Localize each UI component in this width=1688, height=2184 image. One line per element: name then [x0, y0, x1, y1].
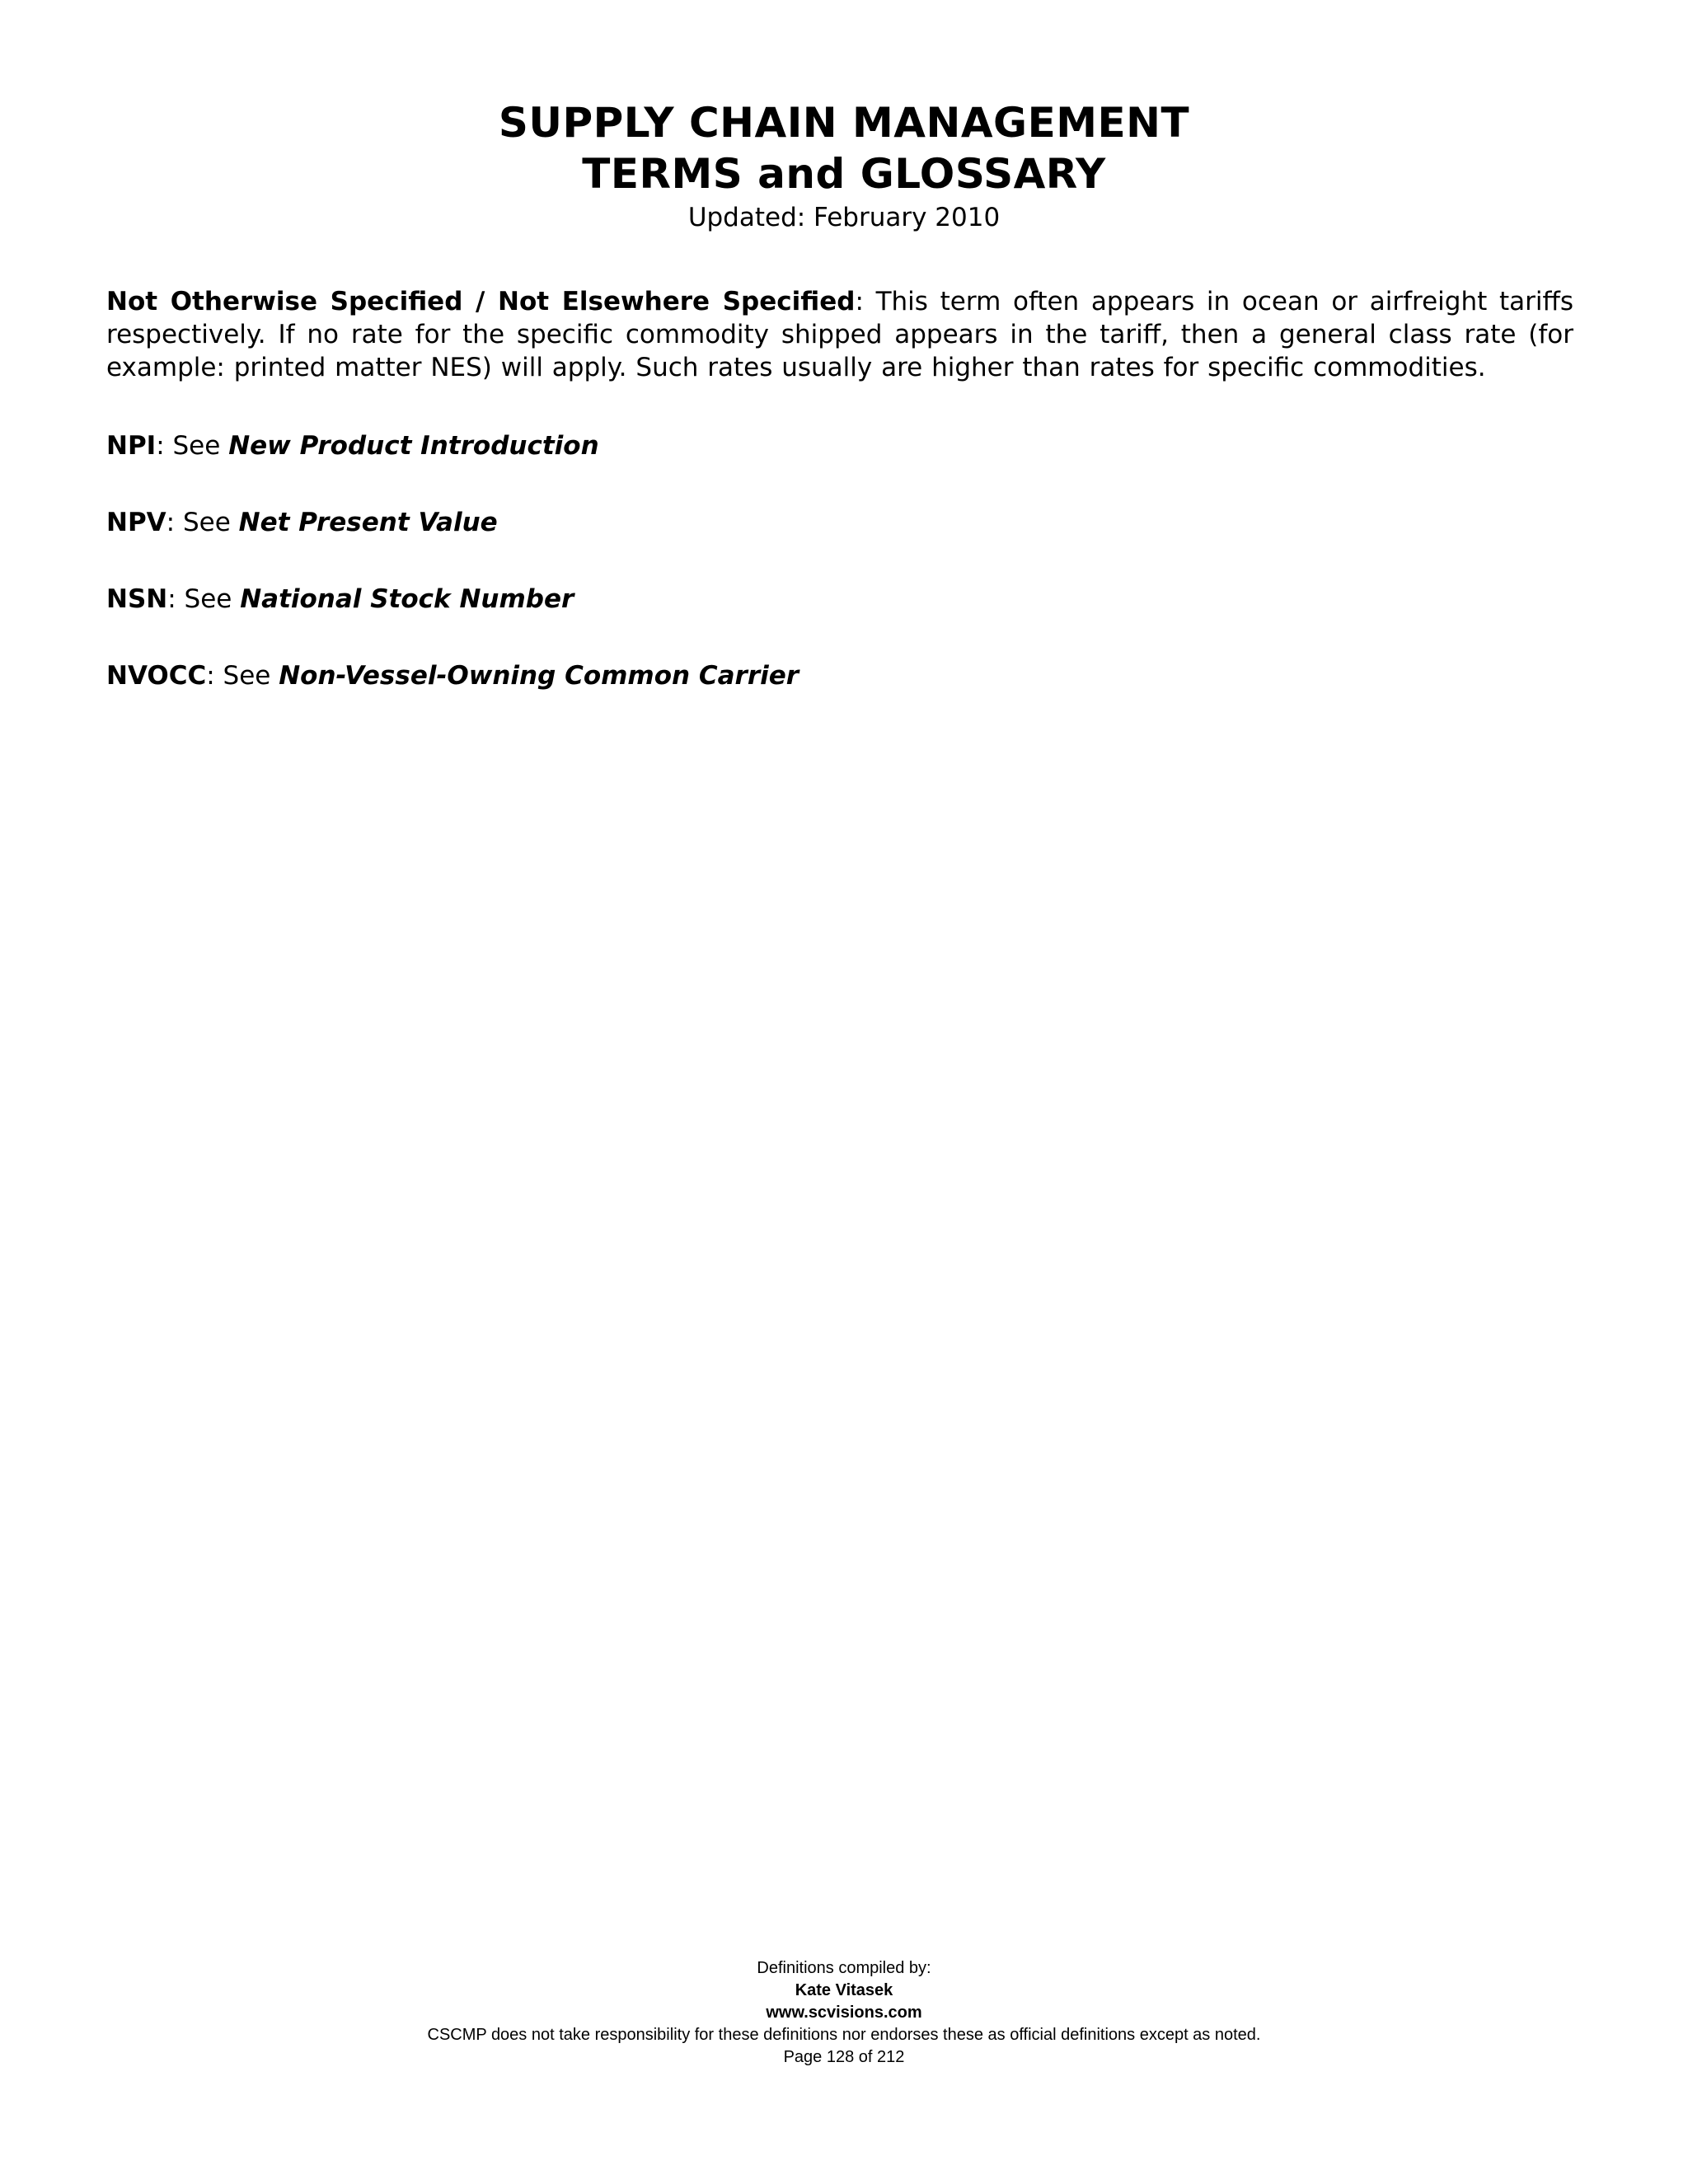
cross-reference: New Product Introduction — [228, 431, 599, 461]
footer-page-number: Page 128 of 212 — [783, 2048, 905, 2066]
glossary-entry-nsn — [106, 583, 1573, 616]
page-footer — [0, 1957, 1688, 2069]
footer-disclaimer: CSCMP does not take responsibility for these definitions nor endorses these as official definitions except as noted. — [427, 2026, 1261, 2044]
term-separator: : — [855, 287, 876, 316]
footer-website: www.scvisions.com — [766, 2004, 922, 2022]
glossary-term: NPI — [106, 431, 157, 461]
term-separator: : See — [156, 431, 229, 461]
cross-reference: Net Present Value — [238, 508, 498, 537]
glossary-entry-npi — [106, 429, 1573, 462]
glossary-term: NVOCC — [106, 661, 207, 691]
footer-compiled-by: Definitions compiled by: — [757, 1959, 931, 1977]
glossary-term: NPV — [106, 508, 166, 537]
glossary-entry-npv — [106, 506, 1573, 539]
glossary-term: NSN — [106, 584, 168, 614]
term-separator: : See — [167, 584, 241, 614]
glossary-entry-nvocc — [106, 659, 1573, 692]
glossary-term: Not Otherwise Specified / Not Elsewhere Specified — [106, 287, 856, 316]
glossary-content — [106, 285, 1573, 692]
term-separator: : See — [206, 661, 279, 691]
footer-author: Kate Vitasek — [795, 1981, 893, 1999]
updated-date: Updated: February 2010 — [687, 203, 1001, 232]
page-header — [0, 97, 1688, 236]
cross-reference: National Stock Number — [240, 584, 574, 614]
document-title-line-1: SUPPLY CHAIN MANAGEMENT — [498, 99, 1190, 147]
cross-reference: Non-Vessel-Owning Common Carrier — [279, 661, 799, 691]
term-separator: : See — [166, 508, 239, 537]
glossary-definition: This term often appears in ocean or airfreight tariffs respectively. If no rate for the specific commodity shipped appears in the tariff, then a general class rate (for example: printed matter NES) will apply. Such rates usually are higher than rates for specific commodities. — [106, 287, 1573, 382]
glossary-entry-not-otherwise-specified — [106, 285, 1573, 384]
document-title-line-2: TERMS and GLOSSARY — [582, 150, 1106, 198]
